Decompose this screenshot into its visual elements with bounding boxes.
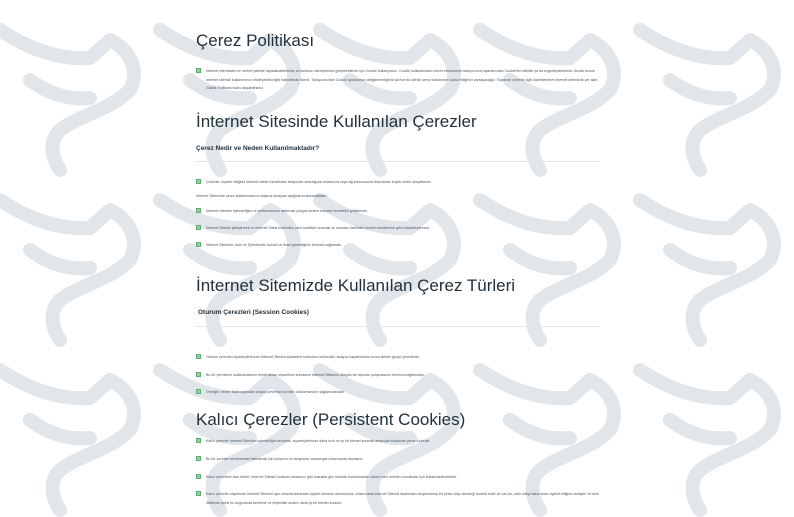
list-item [196, 207, 600, 216]
purpose-intro-text: İnternet Sitemizde çerez kullanılmasının başlıca amaçları aşağıda sıralanmaktadır: [196, 194, 328, 198]
check-square-icon [196, 354, 201, 359]
list-item-text: Kalıcı çerezler İnternet Sitesinin işlevselliğini artırmak, ziyaretçilerimize daha hızlı ve iyi bir hizmet sunmak amacıyla kullanılan çerez türleridir. [206, 439, 431, 443]
check-square-icon [196, 372, 201, 377]
bird-logo-watermark [160, 200, 294, 340]
list-item-text: Kalıcı çerezlerin bazı türleri; İnternet Sitesini kullanım amacınız gibi hususlar göz önünde bulundurarak sizlere özel öneriler sunulması için kullanılabilmektedir. [206, 475, 458, 479]
list-item-text: Oturum çerezleri ziyaretçilerimizin İnternet Sitesini ziyaretleri süresince kullanılan, tarayıcı kapatıldıktan sonra silinen geçici çerezlerdir. [206, 355, 420, 359]
bird-logo-watermark [0, 370, 134, 510]
list-item [196, 437, 600, 446]
list-item-text: İnternet Sitesinin, sizin ve Şirketimizin hukuki ve ticari güvenliğinin teminini sağlamak. [206, 243, 342, 247]
check-square-icon [196, 68, 201, 73]
section-title-site-cookies: İnternet Sitesinde Kullanılan Çerezler [196, 112, 477, 131]
bird-logo-watermark [320, 30, 454, 170]
list-item [196, 371, 600, 380]
list-item-text: Bu tür çerezler tercihlerinizi hatırlamak için kullanılır ve tarayıcılar vasıtasıyla cihazınızda depolanır. [206, 457, 364, 461]
bird-logo-watermark [320, 200, 454, 340]
check-square-icon [196, 208, 201, 213]
bird-logo-watermark [0, 30, 134, 170]
list-item-text: Bu tür çerezlerin kullanılmasının temel amacı ziyaretiniz süresince İnternet Sitesinin düzgün bir biçimde çalışmasının teminini sağlamaktır. [206, 373, 425, 377]
list-item-text: Kalıcı çerezler sayesinde İnternet Sitemizi aynı cihazla tekrardan ziyaret etmeniz durumunda, cihazınızda İnternet Sitemiz tarafından oluşturulmuş bir çerez olup olmadığı kontrol edilir ve var ise, sizin siteyi daha önce ziyaret ettiğiniz anlaşılır ve size iletilecek içerik bu doğrultuda belirlenir ve böylelikle sizlere daha iyi bir hizmet sunulur. [206, 492, 599, 505]
list-item-text: İnternet Sitesini iyileştirmek ve İnternet Sitesi üzerinden yeni özellikler sunmak ve sunulan özellikleri sizlerin tercihlerine göre kişiselleştirmek; [206, 226, 430, 230]
list-item [196, 178, 600, 187]
check-square-icon [196, 389, 201, 394]
list-item [196, 388, 600, 397]
page-title: Çerez Politikası [196, 31, 315, 50]
check-square-icon [196, 179, 201, 184]
check-square-icon [196, 242, 201, 247]
bird-logo-watermark [640, 370, 774, 510]
list-item [196, 490, 600, 507]
check-square-icon [196, 474, 201, 479]
section-title-persistent-cookies: Kalıcı Çerezler (Persistent Cookies) [196, 410, 466, 429]
bird-logo-watermark [480, 30, 614, 170]
list-item [196, 353, 600, 362]
bird-logo-watermark [0, 200, 134, 340]
section-title-cookie-types: İnternet Sitemizde Kullanılan Çerez Türleri [196, 276, 516, 295]
bird-logo-watermark [640, 200, 774, 340]
bird-logo-watermark [640, 30, 774, 170]
list-item [196, 241, 600, 250]
bird-logo-watermark [480, 200, 614, 340]
check-square-icon [196, 438, 201, 443]
divider [196, 326, 600, 327]
list-item [196, 473, 600, 482]
check-square-icon [196, 491, 201, 496]
list-item [196, 67, 600, 93]
section-subtitle: Çerez Nedir ve Neden Kullanılmaktadır? [196, 145, 320, 152]
list-item [196, 224, 600, 233]
list-item [196, 455, 600, 464]
check-square-icon [196, 456, 201, 461]
definition-text: Çerezler, ziyaret ettiğiniz internet siteleri tarafından tarayıcılar aracılığıyla cihazınıza veya ağ sunucusuna depolanan küçük metin dosyalarıdır. [206, 180, 432, 184]
section-subtitle: Oturum Çerezleri (Session Cookies) [198, 309, 309, 316]
list-item-text: İnternet sitesinin işlevselliğini ve performansını arttırmak yoluyla sizlere sunulan hizmetleri geliştirmek, [206, 209, 368, 213]
check-square-icon [196, 225, 201, 230]
list-item-text: Örneğin; birden fazla sayfadan oluşan çevrimiçi formları doldurmanızın sağlanmaktadır. [206, 390, 345, 394]
divider [196, 161, 600, 162]
intro-text: İnternet sitemizden en verimli şekilde faydalanabilmeniz ve kullanıcı deneyiminizi geliştirebilmek için Cookie kullanıyoruz. Cookie kullanılmasını tercih etmezseniz tarayıcınızın ayarlarından Cookie'leri silebilir ya da engelleyebilirsiniz. Ancak bunun internet sitemizi kullanımınızı etkileyebileceğini hatırlatmak isteriz. Tarayıcınızdan Cookie ayarlarınızı değiştirmediğiniz sürece bu sitede çerez kullanımını kabul ettiğinizi varsayacağız. Toplanan verilerle ilgili düzenlemeler internet sitemizde yer alan Gizlilik Politikası'ndan ulaşabilirsiniz. [206, 69, 598, 90]
